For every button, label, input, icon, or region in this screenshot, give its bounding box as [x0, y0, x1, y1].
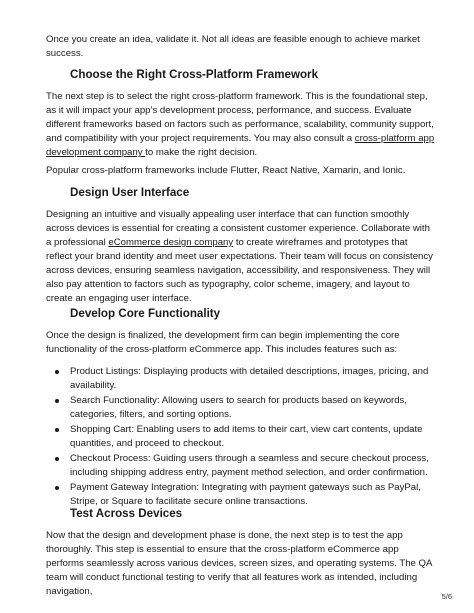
heading-choose-framework: Choose the Right Cross-Platform Framework — [70, 68, 319, 81]
framework-paragraph — [46, 90, 436, 160]
cross-platform-company-link[interactable]: cross-platform app development company — [46, 133, 435, 158]
framework-text-end: to make the right decision. — [145, 147, 258, 158]
design-text-end: to create wireframes and prototypes that reflect your brand identity and meet user expectations. Their team will focus on consistency across devices, ensuring seamless navigation, accessibility, and responsiveness. They will also pay attention to factors such as typography, color scheme, imagery, and layout to create an engaging user interface. — [46, 237, 433, 304]
design-text-start: Designing an intuitive and visually appealing user interface that can function smoothly across devices is essential for creating a consistent customer experience. Collaborate with a professional — [46, 209, 430, 248]
list-item-text: Checkout Process: Guiding users through a seamless and secure checkout process, including shipping address entry, payment method selection, and order confirmation. — [70, 453, 429, 478]
heading-test-devices: Test Across Devices — [70, 507, 183, 520]
design-paragraph — [46, 208, 436, 306]
frameworks-list-paragraph: Popular cross-platform frameworks include Flutter, React Native, Xamarin, and Ionic. — [46, 165, 406, 176]
list-item — [46, 423, 438, 451]
bullet-icon — [55, 457, 59, 461]
list-item — [46, 452, 438, 480]
list-item-text: Payment Gateway Integration: Integrating with payment gateways such as PayPal, Stripe, or Square to facilitate secure online transactions. — [70, 482, 421, 507]
bullet-icon — [55, 370, 59, 374]
bullet-icon — [55, 399, 59, 403]
framework-text-start: The next step is to select the right cross-platform framework. This is the foundational step, as it will impact your app’s development process, performance, and success. Evaluate different frameworks based on factors such as performance, scalability, community support, and compatibility with your project requirements. You may also consult a — [46, 91, 434, 144]
intro-paragraph: Once you create an idea, validate it. Not all ideas are feasible enough to achieve market success. — [46, 34, 420, 59]
heading-design-ui: Design User Interface — [70, 186, 190, 199]
heading-core-functionality: Develop Core Functionality — [70, 307, 221, 320]
list-item-text: Shopping Cart: Enabling users to add items to their cart, view cart contents, update quantities, and proceed to checkout. — [70, 424, 423, 449]
bullet-icon — [55, 428, 59, 432]
list-item-text: Search Functionality: Allowing users to search for products based on keywords, categories, filters, and sorting options. — [70, 395, 408, 420]
list-item — [46, 481, 438, 509]
feature-list — [46, 365, 438, 510]
list-item-text: Product Listings: Displaying products with detailed descriptions, images, pricing, and availability. — [70, 366, 429, 391]
list-item — [46, 394, 438, 422]
list-item — [46, 365, 438, 393]
page-number: 5/6 — [441, 592, 452, 601]
bullet-icon — [55, 486, 59, 490]
ecommerce-design-company-link[interactable]: eCommerce design company — [108, 237, 234, 248]
core-functionality-paragraph: Once the design is finalized, the development firm can begin implementing the core functionality of the cross-platform eCommerce app. This includes features such as: — [46, 330, 400, 355]
testing-paragraph: Now that the design and development phase is done, the next step is to test the app thoroughly. This step is essential to ensure that the cross-platform eCommerce app performs seamlessly across various devices, screen sizes, and operating systems. The QA team will conduct functional testing to verify that all features work as intended, including navigation, — [46, 530, 432, 597]
